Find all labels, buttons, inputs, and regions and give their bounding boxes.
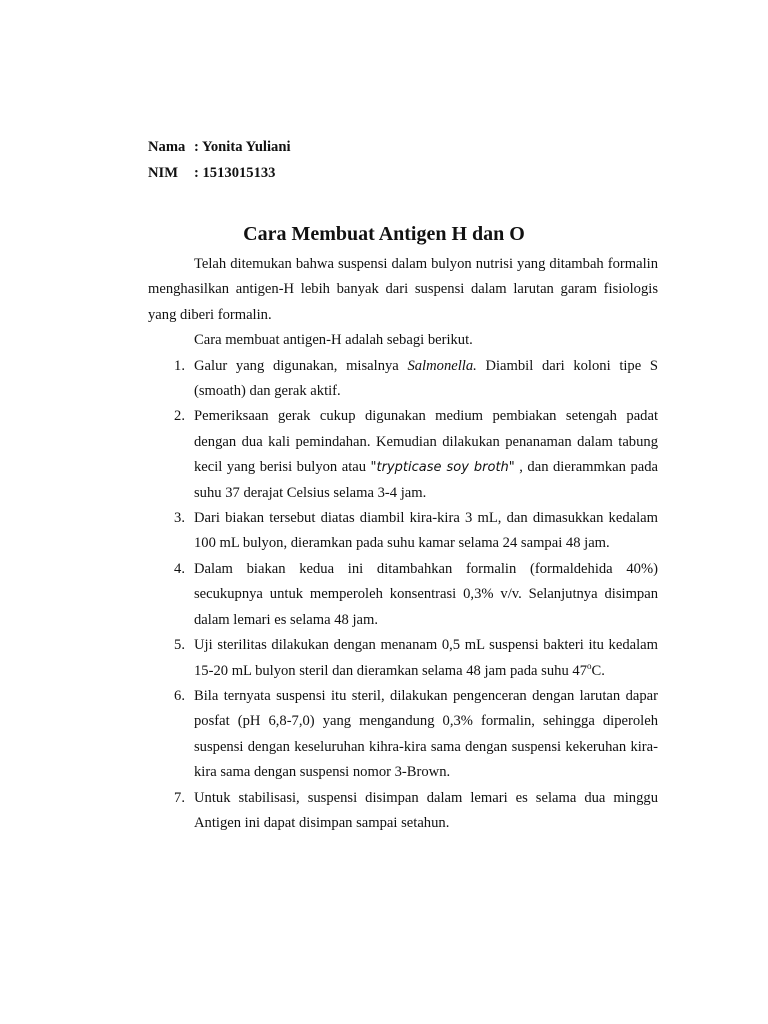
step-number: 3. [174,510,185,527]
step-number: 6. [174,687,185,704]
name-row [148,137,291,163]
step-number: 5. [174,637,185,654]
step-text [194,354,658,405]
list-item [148,404,658,506]
intro-paragraph: Telah ditemukan bahwa suspensi dalam bulyon nutrisi yang ditambah formalin menghasilkan antigen-H lebih banyak dari suspensi dalam larutan garam fisiologis yang diberi formalin. [148,256,658,323]
step-text: Dari biakan tersebut diatas diambil kira-kira 3 mL, dan dimasukkan kedalam 100 mL bulyon, dieramkan pada suhu kamar selama 24 sampai 48 jam. [194,510,658,552]
list-item [148,354,658,405]
list-item [148,786,658,837]
step-text: Untuk stabilisasi, suspensi disimpan dalam lemari es selama dua minggu Antigen ini dapat disimpan sampai setahun. [194,789,658,831]
step-text: Dalam biakan kedua ini ditambahkan formalin (formaldehida 40%) secukupnya untuk memperoleh konsentrasi 0,3% v/v. Selanjutnya disimpan dalam lemari es selama 48 jam. [194,560,658,628]
step-number: 1. [174,357,185,374]
species-name: Salmonella. [407,357,477,374]
procedure-list [148,354,658,837]
step-text-part: Pemeriksaan gerak cukup digunakan medium pembiakan setengah padat dengan dua kali pemindahan. Kemudian dilakukan penanaman dalam tabung kecil yang berisi bulyon atau [194,408,658,476]
lead-sentence: Cara membuat antigen-H adalah sebagi berikut. [194,332,473,349]
document-body [148,252,658,836]
name-label: Nama [148,139,186,155]
step-text [194,633,658,684]
step-text-part: Galur yang digunakan, misalnya [194,357,408,374]
step-number: 7. [174,789,185,806]
list-item [148,684,658,786]
step-text: Bila ternyata suspensi itu steril, dilakukan pengenceran dengan larutan dapar posfat (pH 6,8-7,0) yang mengandung 0,3% formalin, sehingga diperoleh suspensi dengan keseluruhan kihra-kira sama dengan suspensi kekeruhan kira-kira sama dengan suspensi nomor 3-Brown. [194,687,658,781]
step-text-part: , dan dierammkan pada suhu 37 derajat Celsius selama 3-4 jam. [194,459,658,501]
list-item [148,506,658,557]
degree-superscript: o [587,660,592,671]
step-text-part: C. [591,662,605,679]
name-value: : Yonita Yuliani [194,139,291,155]
step-number: 4. [174,560,185,577]
student-info [148,137,291,189]
step-text-part: Uji sterilitas dilakukan dengan menanam 0,5 mL suspensi bakteri itu kedalam 15-20 mL bulyon steril dan dieramkan selama 48 jam pada suhu 47 [194,637,658,679]
step-text [194,404,658,506]
nim-row [148,163,291,189]
document-title: Cara Membuat Antigen H dan O [243,223,525,245]
nim-label: NIM [148,165,178,181]
list-item [148,633,658,684]
list-item [148,557,658,633]
step-number: 2. [174,408,185,425]
medium-name: "trypticase soy broth" [370,460,515,476]
step-text-part: Diambil dari koloni tipe S (smoath) dan gerak aktif. [194,357,658,400]
nim-value: : 1513015133 [194,165,276,181]
